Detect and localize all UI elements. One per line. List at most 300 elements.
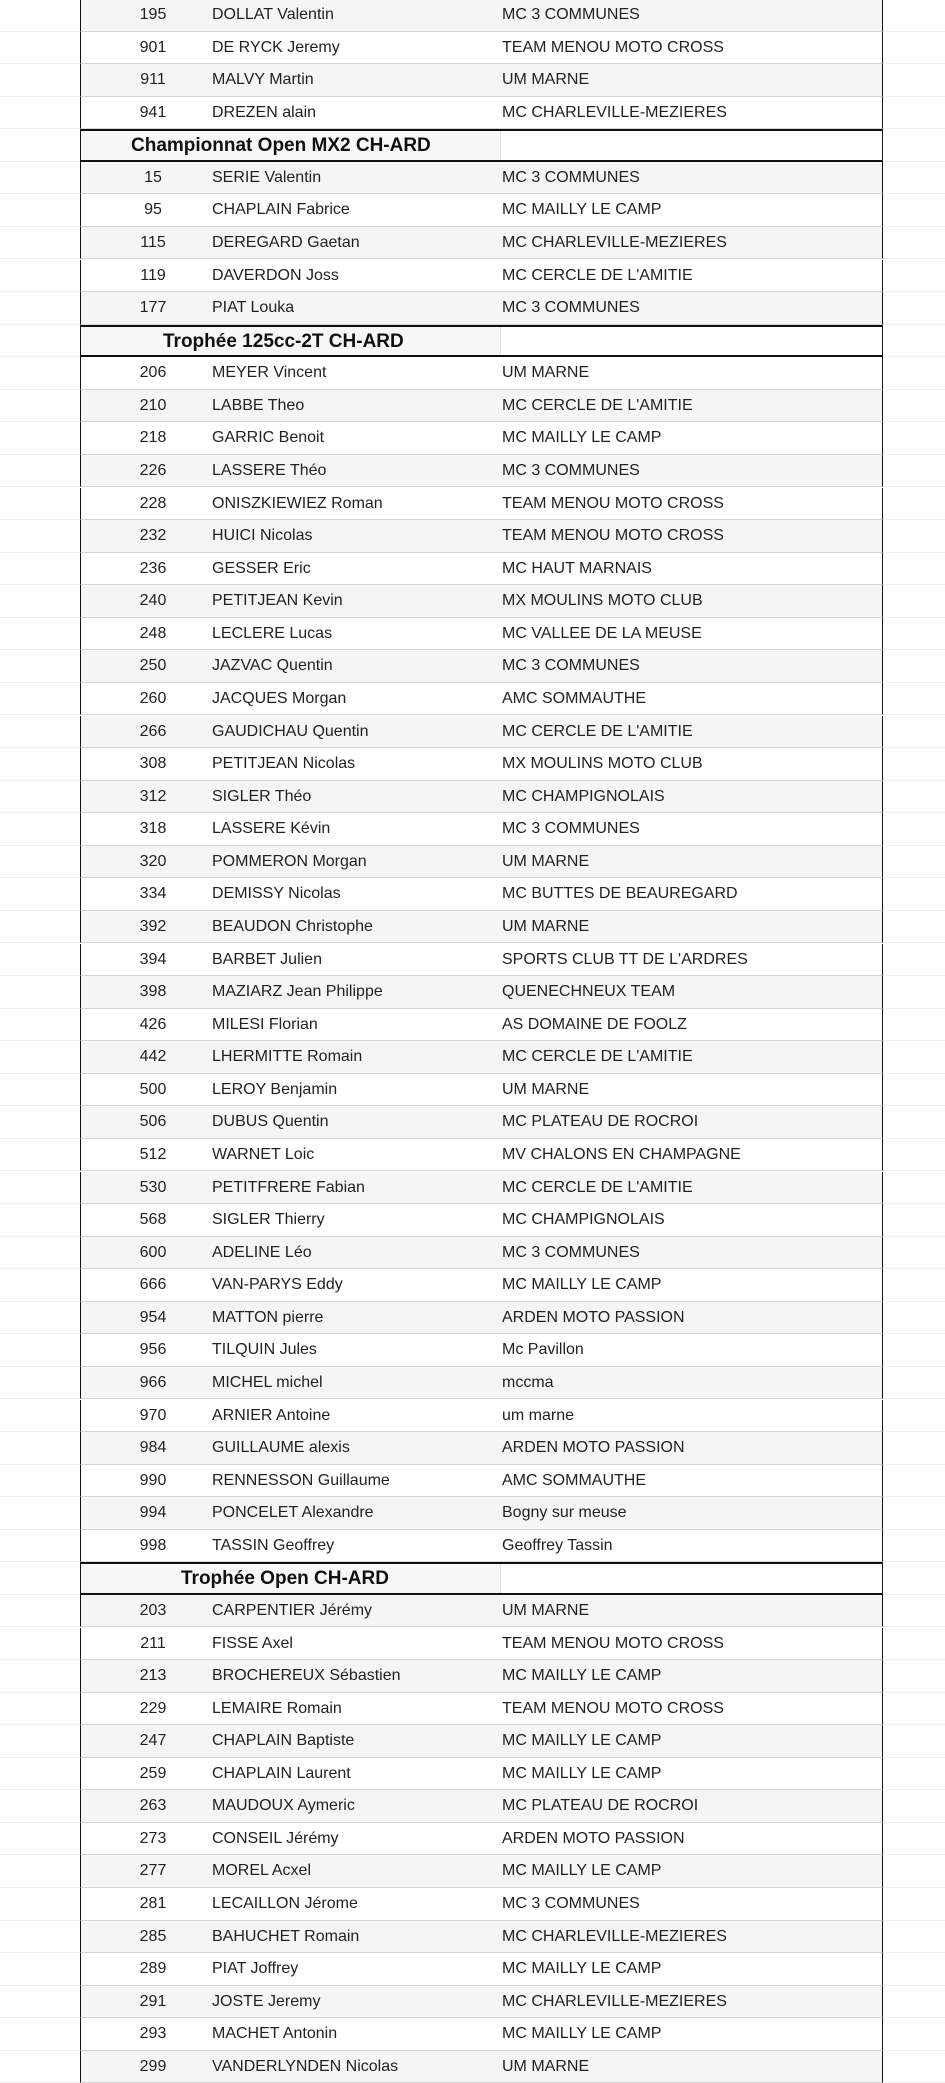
table-row-cells [80, 32, 883, 65]
table-row-cells [80, 781, 883, 814]
table-row-cells [80, 1334, 883, 1367]
table-row-cells [80, 1139, 883, 1172]
rider-club: MC 3 COMMUNES [502, 657, 640, 675]
table-row-cells [80, 650, 883, 683]
table-row-cells [80, 390, 883, 423]
row-margin [0, 1367, 80, 1400]
rider-club: MC MAILLY LE CAMP [502, 1667, 662, 1685]
section-header-row [0, 129, 945, 162]
rider-number: 312 [139, 787, 167, 805]
table-row [0, 1204, 945, 1237]
table-row [0, 357, 945, 390]
rider-name: DREZEN alain [212, 103, 317, 121]
table-row [0, 585, 945, 618]
section-header [80, 325, 883, 358]
table-row-cells [80, 553, 883, 586]
row-margin [0, 1237, 80, 1270]
rider-name: RENNESSON Guillaume [212, 1471, 390, 1489]
table-row-cells [80, 2018, 883, 2051]
rider-number: 530 [139, 1178, 167, 1196]
rider-number: 248 [139, 624, 167, 642]
row-margin [0, 1204, 80, 1237]
table-row-cells [80, 976, 883, 1009]
table-row [0, 618, 945, 651]
table-row [0, 1106, 945, 1139]
row-margin [0, 227, 80, 260]
rider-name: DAVERDON Joss [212, 266, 339, 284]
rider-name: LASSERE Théo [212, 461, 327, 479]
rider-club: ARDEN MOTO PASSION [502, 1308, 685, 1326]
table-row [0, 748, 945, 781]
row-margin [883, 162, 945, 195]
rider-name: BROCHEREUX Sébastien [212, 1667, 401, 1685]
rider-number: 266 [139, 722, 167, 740]
row-margin [883, 97, 945, 130]
rider-club: UM MARNE [502, 2057, 590, 2075]
table-row-cells [80, 1790, 883, 1823]
rider-club: MV CHALONS EN CHAMPAGNE [502, 1145, 741, 1163]
row-margin [0, 618, 80, 651]
rider-number: 941 [139, 103, 167, 121]
table-row [0, 846, 945, 879]
table-row [0, 1074, 945, 1107]
table-row-cells [80, 488, 883, 521]
table-row-cells [80, 1432, 883, 1465]
rider-name: JACQUES Morgan [212, 689, 347, 707]
row-margin [883, 292, 945, 325]
row-margin [0, 1855, 80, 1888]
row-margin [883, 129, 945, 162]
table-row-cells [80, 585, 883, 618]
row-margin [883, 846, 945, 879]
row-margin [883, 1562, 945, 1595]
row-margin [0, 260, 80, 293]
row-margin [883, 1530, 945, 1563]
row-margin [0, 1497, 80, 1530]
rider-name: LABBE Theo [212, 396, 305, 414]
rider-name: LHERMITTE Romain [212, 1048, 363, 1066]
row-margin [883, 618, 945, 651]
row-margin [883, 1888, 945, 1921]
table-row-cells [80, 683, 883, 716]
row-margin [883, 683, 945, 716]
row-margin [0, 650, 80, 683]
table-row [0, 1660, 945, 1693]
rider-number: 442 [139, 1048, 167, 1066]
rider-number: 320 [139, 852, 167, 870]
row-margin [0, 2018, 80, 2051]
row-margin [0, 1725, 80, 1758]
section-header-row [0, 1562, 945, 1595]
row-margin [0, 748, 80, 781]
row-margin [883, 1074, 945, 1107]
rider-name: MATTON pierre [212, 1308, 324, 1326]
table-row [0, 553, 945, 586]
row-margin [0, 1530, 80, 1563]
row-margin [883, 1400, 945, 1433]
row-margin [883, 455, 945, 488]
row-margin [883, 1660, 945, 1693]
row-margin [883, 2051, 945, 2083]
table-row [0, 194, 945, 227]
rider-club: MC 3 COMMUNES [502, 461, 640, 479]
rider-club: MC BUTTES DE BEAUREGARD [502, 885, 738, 903]
row-margin [0, 813, 80, 846]
rider-number: 291 [139, 1992, 167, 2010]
row-margin [883, 1432, 945, 1465]
row-margin [0, 1302, 80, 1335]
rider-club: MC VALLEE DE LA MEUSE [502, 624, 702, 642]
row-margin [883, 1986, 945, 2019]
table-row [0, 878, 945, 911]
table-row [0, 488, 945, 521]
table-row-cells [80, 1921, 883, 1954]
rider-number: 115 [140, 233, 166, 251]
row-margin [0, 553, 80, 586]
table-row-cells [80, 1400, 883, 1433]
table-row-cells [80, 260, 883, 293]
table-row [0, 1139, 945, 1172]
rider-number: 293 [139, 2025, 167, 2043]
row-margin [0, 1465, 80, 1498]
row-margin [0, 944, 80, 977]
rider-number: 984 [139, 1439, 167, 1457]
row-margin [0, 2051, 80, 2083]
rider-name: PETITFRERE Fabian [212, 1178, 365, 1196]
rider-club: MC CHAMPIGNOLAIS [502, 787, 665, 805]
row-margin [0, 390, 80, 423]
row-margin [0, 1693, 80, 1726]
row-margin [883, 878, 945, 911]
rider-club: AMC SOMMAUTHE [502, 689, 646, 707]
row-margin [883, 1758, 945, 1791]
rider-name: DEREGARD Gaetan [212, 233, 360, 251]
rider-number: 506 [139, 1113, 167, 1131]
row-margin [0, 1106, 80, 1139]
table-row [0, 455, 945, 488]
rider-number: 259 [139, 1764, 167, 1782]
rider-club: MC 3 COMMUNES [502, 299, 640, 317]
table-row [0, 1628, 945, 1661]
rider-number: 281 [139, 1895, 167, 1913]
section-header-empty-cell [500, 1564, 882, 1593]
row-margin [0, 911, 80, 944]
table-row [0, 97, 945, 130]
row-margin [0, 1758, 80, 1791]
rider-number: 211 [140, 1634, 166, 1652]
row-margin [883, 0, 945, 32]
row-margin [0, 64, 80, 97]
row-margin [0, 976, 80, 1009]
rider-club: QUENECHNEUX TEAM [502, 983, 676, 1001]
table-row-cells [80, 1660, 883, 1693]
row-margin [0, 683, 80, 716]
row-margin [883, 553, 945, 586]
rider-club: ARDEN MOTO PASSION [502, 1829, 685, 1847]
row-margin [883, 1041, 945, 1074]
row-margin [883, 260, 945, 293]
rider-club: UM MARNE [502, 917, 590, 935]
row-margin [883, 520, 945, 553]
rider-club: um marne [502, 1406, 575, 1424]
table-row [0, 683, 945, 716]
table-row-cells [80, 1497, 883, 1530]
row-margin [0, 1595, 80, 1628]
rider-club: MC MAILLY LE CAMP [502, 201, 662, 219]
rider-club: Bogny sur meuse [502, 1504, 627, 1522]
table-row-cells [80, 618, 883, 651]
rider-club: MC CHARLEVILLE-MEZIERES [502, 1992, 727, 2010]
table-row-cells [80, 1628, 883, 1661]
rider-club: ARDEN MOTO PASSION [502, 1439, 685, 1457]
row-margin [883, 781, 945, 814]
rider-name: BARBET Julien [212, 950, 322, 968]
row-margin [883, 1855, 945, 1888]
rider-name: JAZVAC Quentin [212, 657, 333, 675]
rider-name: MICHEL michel [212, 1373, 323, 1391]
row-margin [0, 1009, 80, 1042]
row-margin [0, 1888, 80, 1921]
rider-number: 203 [139, 1601, 167, 1619]
rider-name: LEROY Benjamin [212, 1080, 338, 1098]
table-row-cells [80, 1172, 883, 1205]
rider-club: UM MARNE [502, 852, 590, 870]
row-margin [0, 32, 80, 65]
rider-club: MC MAILLY LE CAMP [502, 1276, 662, 1294]
table-row [0, 1888, 945, 1921]
row-margin [0, 1041, 80, 1074]
table-row-cells [80, 194, 883, 227]
rider-number: 308 [139, 755, 167, 773]
row-margin [883, 1237, 945, 1270]
table-row [0, 1009, 945, 1042]
table-row-cells [80, 1041, 883, 1074]
rider-number: 911 [140, 71, 166, 89]
rider-name: CONSEIL Jérémy [212, 1829, 339, 1847]
rider-name: PONCELET Alexandre [212, 1504, 374, 1522]
rider-name: CHAPLAIN Fabrice [212, 201, 350, 219]
row-margin [0, 455, 80, 488]
rider-club: MC MAILLY LE CAMP [502, 2025, 662, 2043]
row-margin [883, 1172, 945, 1205]
rider-number: 994 [139, 1504, 167, 1522]
rider-number: 500 [139, 1080, 167, 1098]
table-row [0, 1725, 945, 1758]
rider-club: MC CERCLE DE L'AMITIE [502, 266, 693, 284]
rider-name: MOREL Acxel [212, 1862, 311, 1880]
rider-club: MC 3 COMMUNES [502, 168, 640, 186]
row-margin [0, 357, 80, 390]
rider-club: MC MAILLY LE CAMP [502, 1862, 662, 1880]
row-margin [883, 1725, 945, 1758]
table-row-cells [80, 1595, 883, 1628]
rider-name: BAHUCHET Romain [212, 1927, 360, 1945]
table-row [0, 1334, 945, 1367]
table-row-cells [80, 455, 883, 488]
table-row-cells [80, 292, 883, 325]
rider-number: 334 [139, 885, 167, 903]
table-row [0, 162, 945, 195]
table-row [0, 1986, 945, 2019]
rider-club: MC CERCLE DE L'AMITIE [502, 1048, 693, 1066]
table-row [0, 1400, 945, 1433]
row-margin [0, 1139, 80, 1172]
row-margin [0, 1074, 80, 1107]
rider-number: 998 [139, 1536, 167, 1554]
rider-number: 970 [139, 1406, 167, 1424]
rider-name: DUBUS Quentin [212, 1113, 329, 1131]
rider-number: 226 [139, 461, 167, 479]
table-row-cells [80, 162, 883, 195]
table-row-cells [80, 716, 883, 749]
row-margin [883, 1628, 945, 1661]
table-row [0, 1432, 945, 1465]
table-row-cells [80, 1204, 883, 1237]
rider-name: WARNET Loic [212, 1145, 315, 1163]
table-row-cells [80, 97, 883, 130]
rider-name: GUILLAUME alexis [212, 1439, 350, 1457]
table-row-cells [80, 1953, 883, 1986]
table-row-cells [80, 878, 883, 911]
table-row [0, 911, 945, 944]
rider-club: TEAM MENOU MOTO CROSS [502, 1699, 724, 1717]
rider-name: SERIE Valentin [212, 168, 322, 186]
rider-name: VANDERLYNDEN Nicolas [212, 2057, 399, 2075]
rider-club: MC HAUT MARNAIS [502, 559, 652, 577]
row-margin [0, 1562, 80, 1595]
rider-club: TEAM MENOU MOTO CROSS [502, 1634, 724, 1652]
rider-club: MC CHAMPIGNOLAIS [502, 1211, 665, 1229]
rider-club: MX MOULINS MOTO CLUB [502, 755, 703, 773]
table-row-cells [80, 1693, 883, 1726]
row-margin [883, 1465, 945, 1498]
table-row [0, 1465, 945, 1498]
table-row [0, 1302, 945, 1335]
row-margin [883, 1302, 945, 1335]
table-row [0, 1953, 945, 1986]
table-row-cells [80, 64, 883, 97]
table-row-cells [80, 944, 883, 977]
rider-number: 228 [139, 494, 167, 512]
rider-name: BEAUDON Christophe [212, 917, 373, 935]
rider-name: SIGLER Thierry [212, 1211, 325, 1229]
rider-number: 177 [139, 299, 167, 317]
rider-number: 236 [139, 559, 167, 577]
rider-name: PIAT Joffrey [212, 1960, 299, 1978]
table-row [0, 32, 945, 65]
rider-name: ADELINE Léo [212, 1243, 312, 1261]
row-margin [883, 1009, 945, 1042]
rider-club: UM MARNE [502, 1601, 590, 1619]
table-row-cells [80, 227, 883, 260]
row-margin [883, 1497, 945, 1530]
rider-club: MC CERCLE DE L'AMITIE [502, 396, 693, 414]
table-row-cells [80, 1269, 883, 1302]
rider-number: 119 [140, 266, 166, 284]
rider-club: UM MARNE [502, 1080, 590, 1098]
row-margin [0, 1400, 80, 1433]
rider-number: 600 [139, 1243, 167, 1261]
row-margin [883, 716, 945, 749]
rider-name: FISSE Axel [212, 1634, 293, 1652]
rider-number: 990 [139, 1471, 167, 1489]
table-row [0, 813, 945, 846]
rider-club: MC 3 COMMUNES [502, 6, 640, 23]
section-header-cell [81, 1564, 500, 1593]
row-margin [0, 781, 80, 814]
rider-club: AMC SOMMAUTHE [502, 1471, 646, 1489]
row-margin [883, 357, 945, 390]
table-row [0, 227, 945, 260]
table-row [0, 650, 945, 683]
rider-number: 247 [139, 1732, 167, 1750]
rider-number: 273 [139, 1829, 167, 1847]
rider-name: VAN-PARYS Eddy [212, 1276, 343, 1294]
rider-name: ARNIER Antoine [212, 1406, 331, 1424]
table-row-cells [80, 813, 883, 846]
table-row-cells [80, 357, 883, 390]
rider-number: 299 [139, 2057, 167, 2075]
rider-number: 568 [139, 1211, 167, 1229]
rider-number: 15 [144, 168, 162, 186]
rider-name: LECAILLON Jérome [212, 1895, 358, 1913]
rider-name: ONISZKIEWIEZ Roman [212, 494, 383, 512]
table-row-cells [80, 1367, 883, 1400]
rider-number: 512 [139, 1145, 167, 1163]
row-margin [883, 1823, 945, 1856]
rider-name: GESSER Eric [212, 559, 311, 577]
row-margin [883, 488, 945, 521]
rider-club: UM MARNE [502, 364, 590, 382]
rider-name: DEMISSY Nicolas [212, 885, 341, 903]
row-margin [0, 162, 80, 195]
rider-name: GAUDICHAU Quentin [212, 722, 369, 740]
rider-name: TILQUIN Jules [212, 1341, 317, 1359]
row-margin [0, 1432, 80, 1465]
rider-club: MC PLATEAU DE ROCROI [502, 1113, 699, 1131]
rider-club: MC CHARLEVILLE-MEZIERES [502, 103, 727, 121]
row-margin [0, 1823, 80, 1856]
rider-number: 206 [139, 364, 167, 382]
row-margin [0, 422, 80, 455]
rider-number: 392 [139, 917, 167, 935]
table-row [0, 2018, 945, 2051]
row-margin [883, 1139, 945, 1172]
row-margin [0, 129, 80, 162]
row-margin [883, 1693, 945, 1726]
table-row-cells [80, 1986, 883, 2019]
table-row-cells [80, 0, 883, 32]
row-margin [0, 1334, 80, 1367]
rider-name: MAZIARZ Jean Philippe [212, 983, 383, 1001]
table-row-cells [80, 1725, 883, 1758]
section-header-cell [81, 131, 500, 160]
row-margin [0, 0, 80, 32]
rider-name: MACHET Antonin [212, 2025, 338, 2043]
rider-number: 95 [144, 201, 162, 219]
row-margin [883, 1334, 945, 1367]
row-margin [0, 325, 80, 358]
rider-number: 954 [139, 1308, 167, 1326]
rider-name: MALVY Martin [212, 71, 314, 89]
rider-name: CARPENTIER Jérémy [212, 1601, 373, 1619]
table-row-cells [80, 1530, 883, 1563]
section-header-empty-cell [500, 131, 882, 160]
rider-number: 666 [139, 1276, 167, 1294]
row-margin [883, 2018, 945, 2051]
row-margin [883, 1269, 945, 1302]
row-margin [0, 846, 80, 879]
